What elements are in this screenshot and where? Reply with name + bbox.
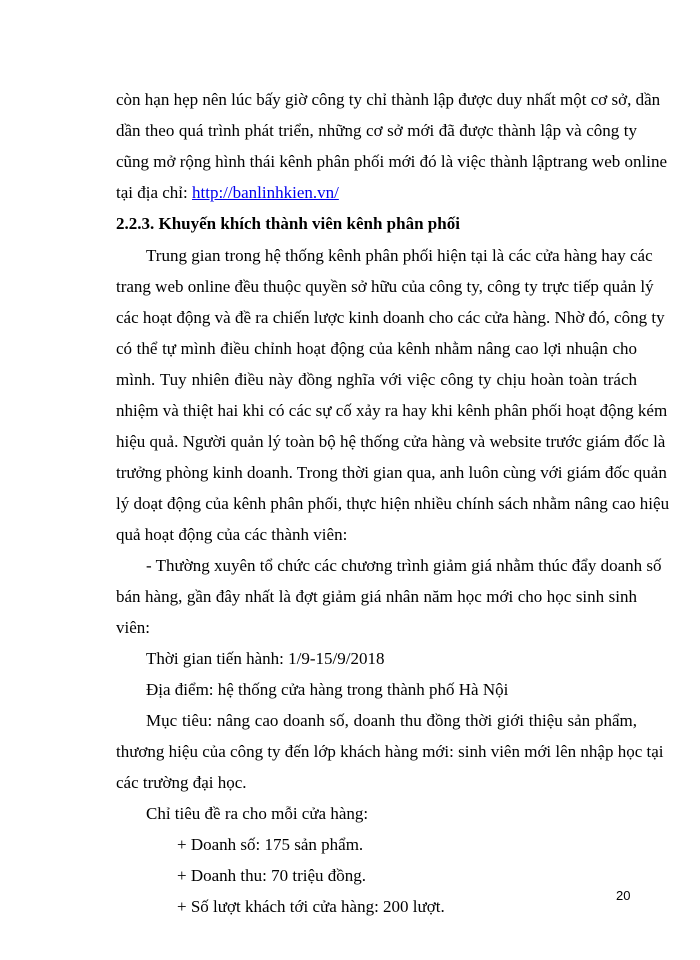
targets-intro: Chỉ tiêu đề ra cho mỗi cửa hàng: xyxy=(146,804,369,823)
goal-line-3: các trường đại học. xyxy=(116,773,247,792)
intro-line-2: dần theo quá trình phát triển, những cơ sở mới đã được thành lập và công ty xyxy=(116,121,637,140)
website-link[interactable]: http://banlinhkien.vn/ xyxy=(192,183,339,202)
paragraph-line-9: lý doạt động của kênh phân phối, thực hiện nhiều chính sách nhằm nâng cao hiệu xyxy=(116,494,670,513)
paragraph-line-6: nhiệm và thiệt hai khi có các sự cố xảy ra hay khi kênh phân phối hoạt động kém xyxy=(116,401,668,420)
section-heading: 2.2.3. Khuyến khích thành viên kênh phân phối xyxy=(116,214,460,233)
intro-line-1: còn hạn hẹp nên lúc bấy giờ công ty chỉ thành lập được duy nhất một cơ sở, dần xyxy=(116,90,661,109)
document-page xyxy=(116,84,670,922)
bullet-line-2: bán hàng, gần đây nhất là đợt giảm giá nhân năm học mới cho học sinh sinh xyxy=(116,587,637,606)
goal-line-2: thương hiệu của công ty đến lớp khách hàng mới: sinh viên mới lên nhập học tại xyxy=(116,742,664,761)
goal-line-1: Mục tiêu: nâng cao doanh số, doanh thu đồng thời giới thiệu sản phẩm, xyxy=(146,711,637,730)
bullet-line-1: - Thường xuyên tổ chức các chương trình giảm giá nhằm thúc đẩy doanh số xyxy=(146,556,662,575)
time-line: Thời gian tiến hành: 1/9-15/9/2018 xyxy=(146,649,385,668)
paragraph-line-10: quả hoạt động của các thành viên: xyxy=(116,525,348,544)
paragraph-line-2: trang web online đều thuộc quyền sở hữu của công ty, công ty trực tiếp quản lý xyxy=(116,277,654,296)
paragraph-line-1: Trung gian trong hệ thống kênh phân phối hiện tại là các cửa hàng hay các xyxy=(146,246,653,265)
address-prefix: tại địa chỉ: xyxy=(116,183,193,202)
intro-address-line xyxy=(116,177,637,208)
paragraph-line-3: các hoạt động và đề ra chiến lược kinh doanh cho các cửa hàng. Nhờ đó, công ty xyxy=(116,308,665,327)
location-line: Địa điểm: hệ thống cửa hàng trong thành phố Hà Nội xyxy=(146,680,509,699)
target-item: + Doanh thu: 70 triệu đồng. xyxy=(177,866,367,885)
paragraph-line-4: có thể tự mình điều chỉnh hoạt động của kênh nhằm nâng cao lợi nhuận cho xyxy=(116,339,637,358)
target-item: + Số lượt khách tới cửa hàng: 200 lượt. xyxy=(177,897,445,916)
paragraph-line-7: hiệu quả. Người quản lý toàn bộ hệ thống cửa hàng và website trước giám đốc là xyxy=(116,432,666,451)
bullet-line-3: viên: xyxy=(116,618,150,637)
paragraph-line-5: mình. Tuy nhiên điều này đồng nghĩa với việc công ty chịu hoàn toàn trách xyxy=(116,370,637,389)
page-number: 20 xyxy=(616,888,631,903)
paragraph-line-8: trưởng phòng kinh doanh. Trong thời gian qua, anh luôn cùng với giám đốc quản xyxy=(116,463,667,482)
target-item: + Doanh số: 175 sản phẩm. xyxy=(177,835,364,854)
intro-line-3: cũng mở rộng hình thái kênh phân phối mới đó là việc thành lậptrang web online xyxy=(116,152,667,171)
